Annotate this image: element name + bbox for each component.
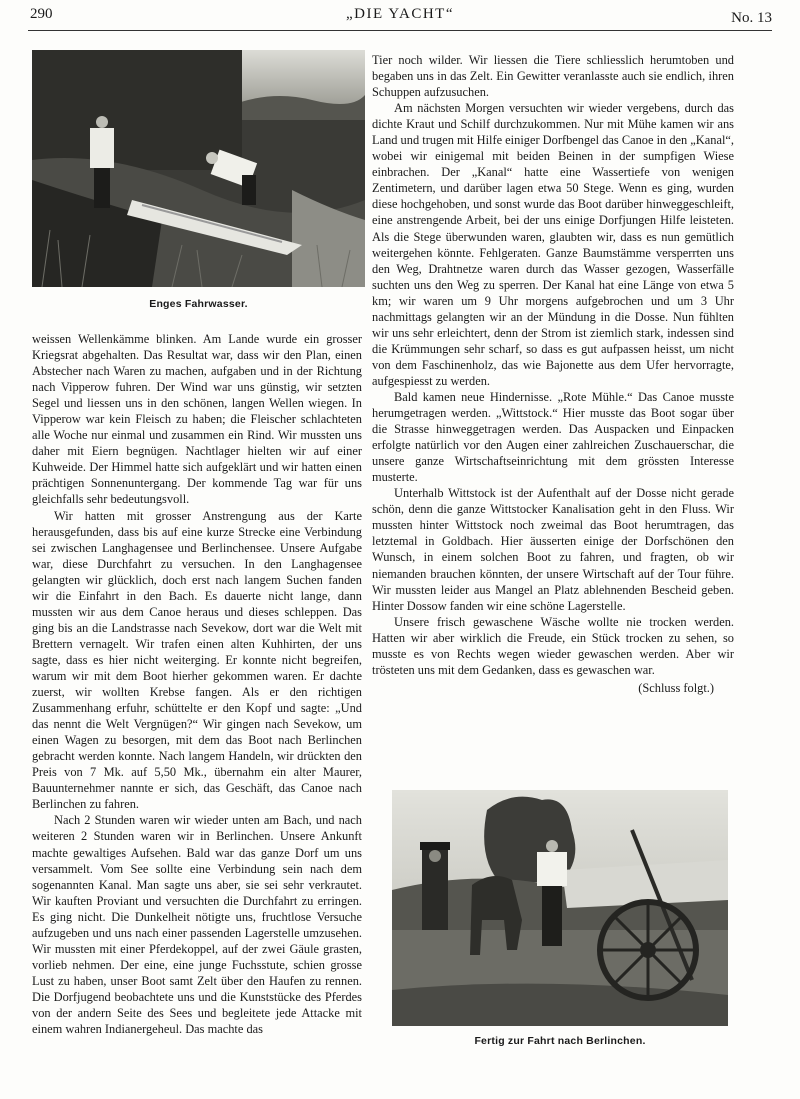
paragraph: Unsere frisch gewaschene Wäsche wollte nie trocken werden. Hatten wir aber wirklich die Freude, ein Stück trocken zu sehen, so musste es von Rechts wegen wieder gewaschen werden. Aber wir trösteten uns mit dem Gedanken, dass es gewaschen war. bbox=[372, 614, 734, 677]
photo-canoe-on-cart bbox=[392, 790, 728, 1026]
paragraph: Bald kamen neue Hindernisse. „Rote Mühle.“ Das Canoe musste herumgetragen werden. „Wittstock.“ Hier musste das Boot sogar über die Strasse hinweggetragen werden. Das Auspacken und Einpacken erfolgte natürlich vor den Augen einer zahlreichen Zuschauerschar, die unsere ganze Wirtschaftseinrichtung mit dem grössten Interesse musterte. bbox=[372, 389, 734, 485]
paragraph: Nach 2 Stunden waren wir wieder unten am Bach, und nach weiteren 2 Stunden waren wir in Berlinchen. Unsere Ankunft machte gewaltiges Aufsehen. Bald war das ganze Dorf um uns versammelt. Vom See sollte eine Verbindung sein nach dem sogenannten Kanal. Man sagte uns aber, sie sei sehr verkrautet. Wir kauften Proviant und versuchten die Durchfahrt zu erringen. Es ging nicht. Die Dunkelheit nötigte uns, fruchtlose Versuche aufzugeben und uns nach einer passenden Lagerstelle umzusehen. Wir mussten mit einer Pferdekoppel, auf der zwei Gäule grasten, vorlieb nehmen. Der eine, eine junge Fuchsstute, schien grosse Lust zu haben, unser Boot samt Zelt über den Haufen zu rennen. Die Dorfjugend beobachtete uns und die Kunststücke des Pferdes von der andern Seite des Sees und begleitete jede Attacke mit einem wahren Indianergeheul. Das machte das bbox=[32, 813, 362, 1037]
figure-caption-2: Fertig zur Fahrt nach Berlinchen. bbox=[474, 1035, 646, 1047]
page-number: 290 bbox=[30, 6, 53, 22]
continuation-note: (Schluss folgt.) bbox=[638, 680, 714, 695]
header-rule bbox=[28, 30, 772, 31]
paragraph: Unterhalb Wittstock ist der Aufenthalt auf der Dosse nicht gerade schön, denn die ganze Wittstocker Kanalisation geht in den Fluss. Wir mussten hinter Wittstock noch zweimal das Boot herumtragen, das letztemal in Goldbach. Hier äusserten einige der Dorfschönen den Wunsch, in einem solchen Boot zu fahren, und fragten, ob wir niemanden brauchen könnten, der unsere Wirtschaft auf der Tour führe. Wir mussten leider aus Mangel an Platz ablehnenden Bescheid geben. Hinter Dossow fanden wir eine schöne Lagerstelle. bbox=[372, 486, 734, 613]
paragraph: Wir hatten mit grosser Anstrengung aus der Karte herausgefunden, dass bis auf eine kurze Strecke eine Verbindung sei zwischen Langhagensee und Berlinchensee. Unsere Aufgabe war, diese Durchfahrt zu versuchen. In den Langhagensee gelangten wir glücklich, doch erst nach langem Suchen fanden wir die Einfahrt in den Bach. Es dauerte nicht lange, dann mussten wir aus dem Canoe heraus und dieses schleppen. Das ging bis an die Landstrasse nach Sevekow, dort war die Welt mit Brettern vernagelt. Wir trafen einen alten Kuhhirten, der uns sagte, dass es hier nicht weiterging. Er konnte nicht begreifen, warum wir mit dem Boot hierher gekommen waren. Er dachte zuerst, wir wollten Krebse fangen. Als er den richtigen Zusammenhang erfuhr, schüttelte er den Kopf und sagte: „Und das nennt die Welt Vergnügen?“ Wir gingen nach Sevekow, um einen Wagen zu besorgen, mit dem das Boot nach Berlinchen gebracht werden konnte. Nach langem Handeln, wir drückten den Preis von 7 Mk. auf 5,50 Mk., übernahm ein alter Maurer, Bauunternehmer nannte er sich, das Geschäft, das Canoe nach Berlinchen zu fahren. bbox=[32, 508, 362, 812]
figure-caption-1: Enges Fahrwasser. bbox=[149, 298, 248, 310]
paragraph: Tier noch wilder. Wir liessen die Tiere schliesslich herumtoben und begaben uns in das Zelt. Ein Gewitter veranlasste auch sie endlich, ihren Schuppen aufzusuchen. bbox=[372, 53, 734, 100]
journal-title: „DIE YACHT“ bbox=[345, 6, 454, 22]
right-text-column bbox=[372, 52, 734, 696]
left-text-column bbox=[32, 331, 362, 1037]
paragraph: weissen Wellenkämme blinken. Am Lande wurde ein grosser Kriegsrat abgehalten. Das Resultat war, dass wir den Plan, einen Abstecher nach Waren zu machen, aufgaben und in der Richtung nach Vipperow fuhren. Der Wind war uns günstig, wir setzten Segel und liessen uns in den schönen, langen Wellen wiegen. In Vipperow war kein Fleisch zu haben; die Fleischer schlachteten alle Woche nur einmal und zusammen ein Rind. Wir mussten uns daher mit Eiern begnügen. Nachtlager hielten wir auf einer Kuhweide. Der Himmel hatte sich aufgeklärt und wir hatten einen prächtigen Sonnenuntergang. Der kommende Tag war für uns gleichfalls sehr bedeutungsvoll. bbox=[32, 332, 362, 507]
issue-number: No. 13 bbox=[731, 10, 772, 26]
photo-narrow-waterway bbox=[32, 50, 365, 287]
paragraph: Am nächsten Morgen versuchten wir wieder vergebens, durch das dichte Kraut und Schilf durchzukommen. Nur mit Mühe kamen wir ans Land und trugen mit Hilfe einiger Dorfbengel das Canoe in den „Kanal“, wobei wir einigemal mit beiden Beinen in der sumpfigen Wiese einbrachen. Der „Kanal“ hatte eine Wassertiefe von wenigen Zentimetern, und darüber lagen etwa 50 Stege. Wenn es ging, wurden diese hochgehoben, und sonst wurde das Boot darüber hinweggeschleift, eine anstrengende Arbeit, bei der uns einige Dorfjungen Hilfe leisteten. Als die Stege überwunden waren, glaubten wir, dass es nun gemütlich weitergehen könnte. Fehlgeraten. Ganze Baumstämme versperrten uns den Weg, Drahtnetze waren durch das Wasser gezogen, Wasserfälle suchten uns den Weg zu sperren. Der Kanal hat eine Länge von etwa 5 km; wir waren um 9 Uhr morgens aufgebrochen und um 3 Uhr nachmittags gelangten wir an der Mündung in die Dosse. Nun fühlten wir uns sehr erleichtert, denn der Strom ist ziemlich stark, indessen sind die Krümmungen sehr scharf, so dass es gut aufpassen heisst, um nicht von dem Faschinenholz, das wie Bajonette aus dem Ufer hervorragte, aufgespiesst zu werden. bbox=[372, 101, 734, 388]
page-header bbox=[28, 4, 772, 30]
